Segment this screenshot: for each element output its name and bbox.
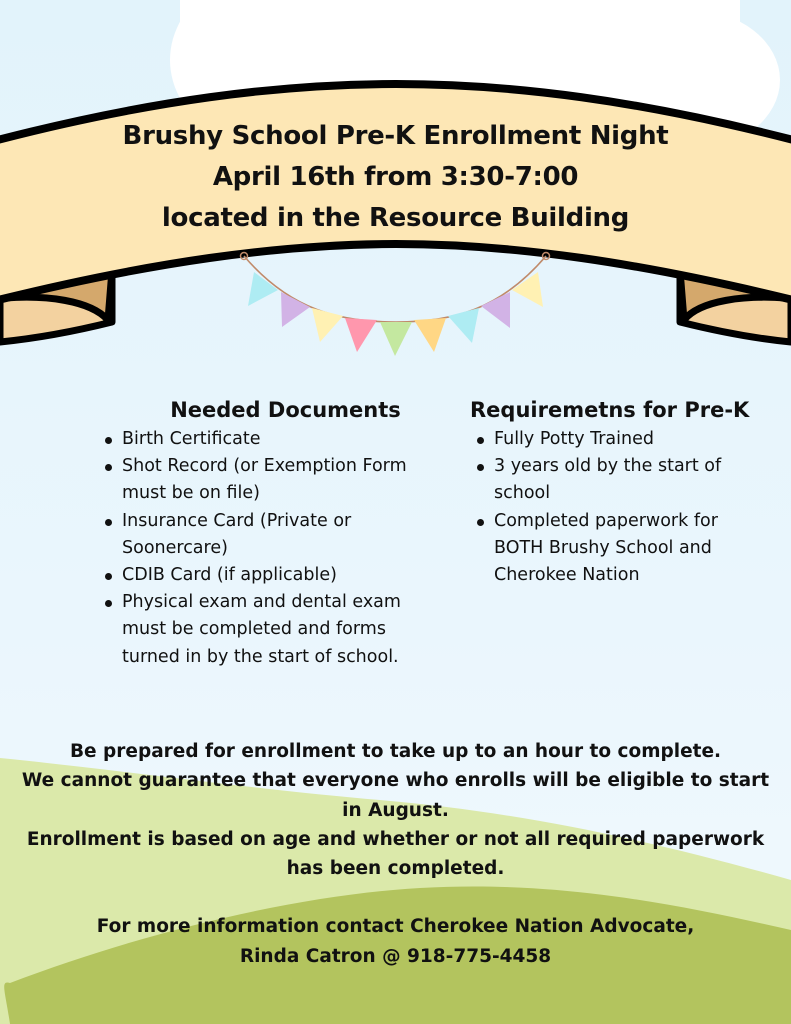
event-title: Brushy School Pre-K Enrollment Night (122, 121, 669, 151)
contact-line: For more information contact Cherokee Nation Advocate, (96, 916, 695, 938)
list-item: Shot Record (or Exemption Form must be on file) (122, 453, 443, 507)
requirements-title: Requiremetns for Pre-K (470, 398, 750, 422)
bunting-garland (241, 253, 550, 357)
event-date-time: April 16th from 3:30-7:00 (212, 162, 579, 192)
requirements-section (470, 398, 770, 589)
list-item: Physical exam and dental exam must be completed and forms turned in by the start of school. (122, 589, 443, 671)
note-line: in August. (342, 799, 449, 821)
needed-documents-list (98, 426, 443, 671)
note-line: has been completed. (286, 858, 505, 880)
requirements-list (470, 426, 770, 589)
event-location: located in the Resource Building (161, 203, 630, 233)
note-line: Be prepared for enrollment to take up to an hour to complete. (69, 741, 722, 762)
list-item: CDIB Card (if applicable) (122, 562, 443, 589)
enrollment-notes (0, 737, 791, 971)
note-line: We cannot guarantee that everyone who enrolls will be eligible to start (21, 770, 770, 792)
list-item: 3 years old by the start of school (494, 453, 770, 507)
needed-documents-title: Needed Documents (170, 398, 401, 422)
note-line: Enrollment is based on age and whether or not all required paperwork (26, 828, 765, 850)
banner-heading (0, 116, 791, 239)
list-item: Completed paperwork for BOTH Brushy School and Cherokee Nation (494, 508, 770, 590)
contact-phone: Rinda Catron @ 918-775-4458 (239, 945, 552, 967)
list-item: Fully Potty Trained (494, 426, 770, 453)
needed-documents-section (98, 398, 443, 671)
spacer (0, 883, 791, 912)
list-item: Insurance Card (Private or Soonercare) (122, 508, 443, 562)
list-item: Birth Certificate (122, 426, 443, 453)
